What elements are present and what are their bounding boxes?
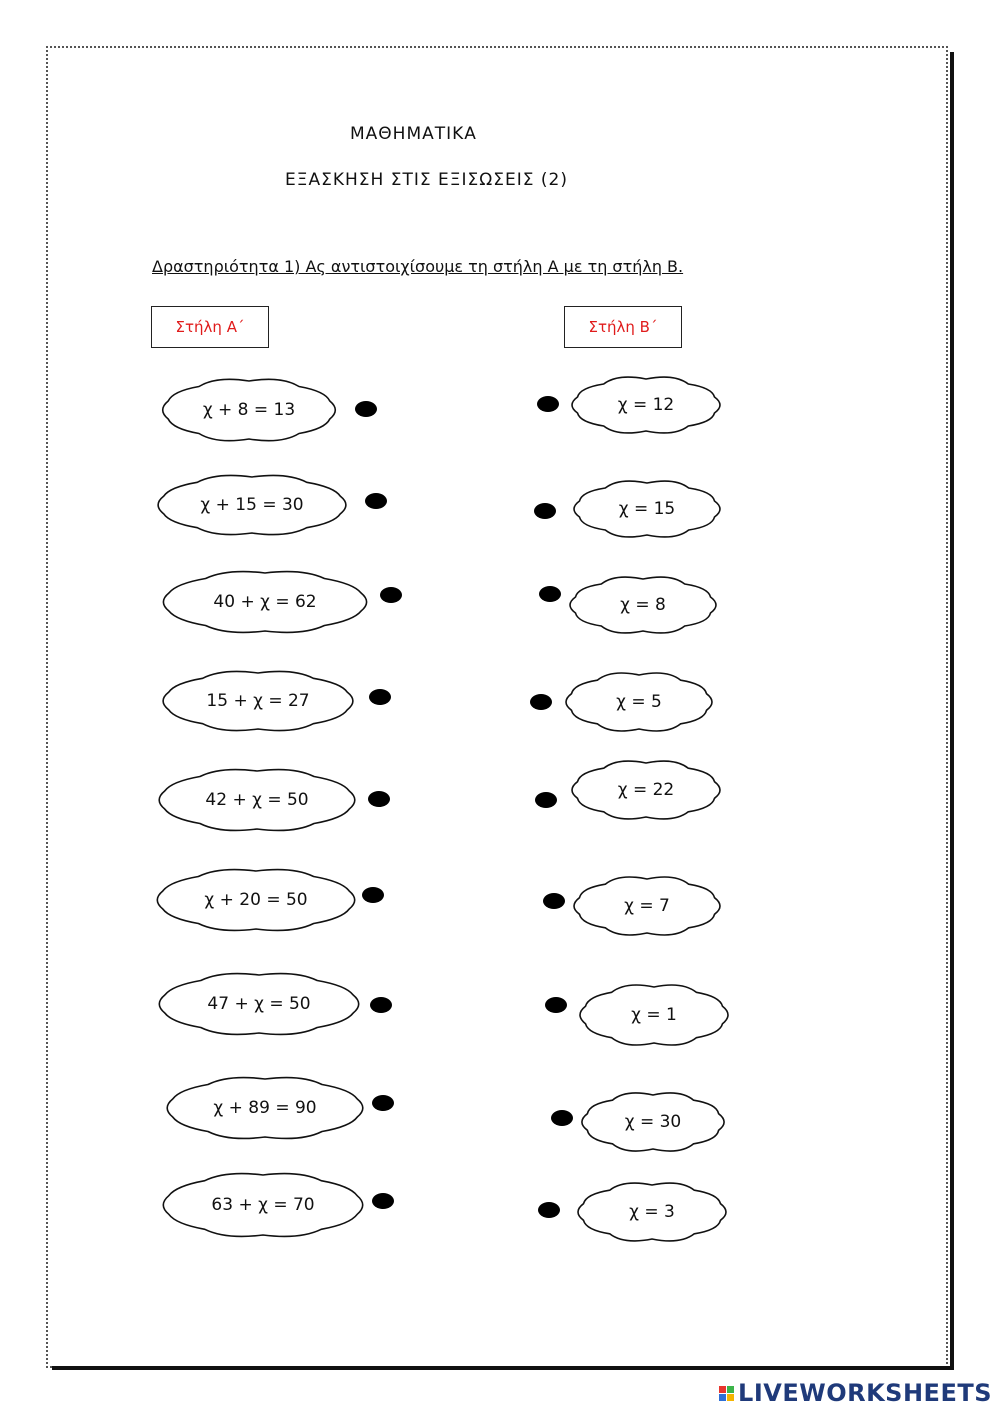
- column-b-header: Στήλη Β΄: [564, 306, 682, 348]
- activity-instruction: Δραστηριότητα 1) Ας αντιστοιχίσουμε τη στήλη Α με τη στήλη Β.: [152, 257, 684, 276]
- cloud-b-2: [570, 478, 724, 540]
- cloud-a-7: [154, 970, 364, 1038]
- solution-b-9: χ = 3: [629, 1202, 675, 1222]
- cloud-a-9: [158, 1170, 368, 1240]
- match-dot-a-3[interactable]: [380, 587, 402, 603]
- match-dot-b-7[interactable]: [545, 997, 567, 1013]
- column-a-header: Στήλη Α΄: [151, 306, 269, 348]
- match-dot-a-1[interactable]: [355, 401, 377, 417]
- page-subtitle: ΕΞΑΣΚΗΣΗ ΣΤΙΣ ΕΞΙΣΩΣΕΙΣ (2): [285, 170, 568, 190]
- match-dot-a-4[interactable]: [369, 689, 391, 705]
- cloud-b-9: [574, 1180, 730, 1244]
- cloud-a-2: [153, 472, 351, 538]
- solution-b-3: χ = 8: [620, 595, 666, 615]
- equation-a-2: χ + 15 = 30: [200, 495, 304, 515]
- border-shadow-bottom: [52, 1366, 954, 1370]
- equation-a-8: χ + 89 = 90: [213, 1098, 317, 1118]
- cloud-a-4: [158, 668, 358, 734]
- solution-b-5: χ = 22: [617, 780, 675, 800]
- match-dot-a-8[interactable]: [372, 1095, 394, 1111]
- solution-b-8: χ = 30: [624, 1112, 682, 1132]
- solution-b-2: χ = 15: [618, 499, 676, 519]
- solution-b-7: χ = 1: [631, 1005, 677, 1025]
- solution-b-4: χ = 5: [616, 692, 662, 712]
- cloud-b-5: [568, 758, 724, 822]
- match-dot-a-2[interactable]: [365, 493, 387, 509]
- cloud-a-3: [158, 568, 372, 636]
- liveworksheets-logo: [719, 1379, 992, 1407]
- equation-a-9: 63 + χ = 70: [211, 1195, 315, 1215]
- cloud-a-5: [154, 766, 360, 834]
- match-dot-b-5[interactable]: [535, 792, 557, 808]
- equation-a-3: 40 + χ = 62: [213, 592, 317, 612]
- equation-a-5: 42 + χ = 50: [205, 790, 309, 810]
- match-dot-b-4[interactable]: [530, 694, 552, 710]
- equation-a-7: 47 + χ = 50: [207, 994, 311, 1014]
- logo-squares-icon: [719, 1386, 734, 1401]
- match-dot-b-3[interactable]: [539, 586, 561, 602]
- cloud-a-6: [152, 866, 360, 934]
- match-dot-a-6[interactable]: [362, 887, 384, 903]
- cloud-b-1: [568, 374, 724, 436]
- brand-name: LIVEWORKSHEETS: [738, 1379, 992, 1407]
- cloud-b-4: [562, 670, 716, 734]
- solution-b-6: χ = 7: [624, 896, 670, 916]
- cloud-a-8: [162, 1074, 368, 1142]
- cloud-a-1: [158, 376, 340, 444]
- match-dot-a-7[interactable]: [370, 997, 392, 1013]
- match-dot-b-8[interactable]: [551, 1110, 573, 1126]
- match-dot-b-6[interactable]: [543, 893, 565, 909]
- match-dot-b-9[interactable]: [538, 1202, 560, 1218]
- equation-a-6: χ + 20 = 50: [204, 890, 308, 910]
- match-dot-a-9[interactable]: [372, 1193, 394, 1209]
- border-shadow-right: [950, 52, 954, 1370]
- match-dot-a-5[interactable]: [368, 791, 390, 807]
- page-title: ΜΑΘΗΜΑΤΙΚΑ: [350, 124, 477, 144]
- cloud-b-7: [576, 982, 732, 1048]
- cloud-b-8: [578, 1090, 728, 1154]
- cloud-b-3: [566, 574, 720, 636]
- match-dot-b-2[interactable]: [534, 503, 556, 519]
- solution-b-1: χ = 12: [617, 395, 675, 415]
- cloud-b-6: [570, 874, 724, 938]
- equation-a-1: χ + 8 = 13: [202, 400, 296, 420]
- equation-a-4: 15 + χ = 27: [206, 691, 310, 711]
- match-dot-b-1[interactable]: [537, 396, 559, 412]
